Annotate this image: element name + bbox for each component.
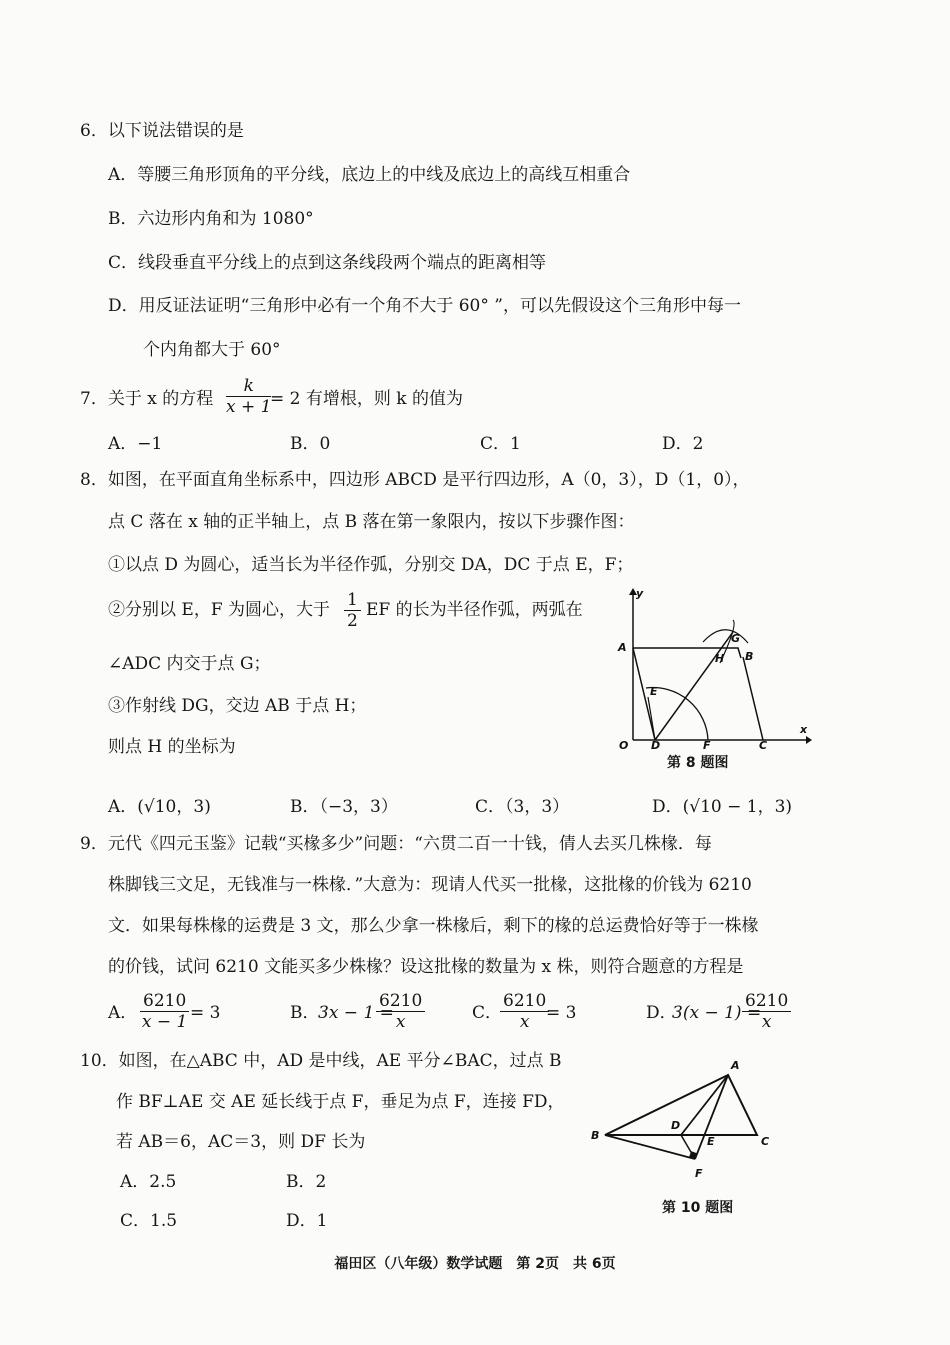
q8-label-D: D (651, 739, 661, 752)
q10-caption: 第 10 题图 (662, 1200, 734, 1216)
q8-step2-post: EF 的长为半径作弧，两弧在 (366, 600, 583, 620)
q9-option-b-label: B． (290, 1003, 320, 1023)
q9-option-b-fraction (376, 991, 425, 1032)
q10-line2: 作 BF⊥AE 交 AE 延长线于点 F，垂足为点 F，连接 FD， (116, 1092, 565, 1112)
q9-option-d-lhs: 3(x − 1) = (672, 1003, 762, 1023)
q10-label-F: F (695, 1167, 703, 1180)
q8-option-d: D．(√10 − 1，3) (652, 797, 793, 817)
q8-step3: ③作射线 DG，交边 AB 于点 H； (108, 696, 367, 716)
q9-c-den: x (519, 1012, 530, 1032)
q8-figure (608, 585, 813, 755)
q9-line2: 株脚钱三文足，无钱准与一株椽．”大意为：现请人代买一批椽，这批椽的价钱为 6210 (108, 875, 752, 895)
q9-a-num: 6210 (140, 991, 189, 1012)
q9-line3: 文．如果每株椽的运费是 3 文，那么少拿一株椽后，剩下的椽的总运费恰好等于一株椽 (108, 916, 759, 936)
q8-label-C: C (759, 739, 768, 752)
q7-option-a: A．−1 (108, 434, 163, 454)
q10-option-d: D．1 (286, 1211, 328, 1231)
q9-line4: 的价钱，试问 6210 文能买多少株椽？设这批椽的数量为 x 株，则符合题意的方程是 (108, 957, 744, 977)
q10-figure (585, 1055, 785, 1185)
q8-option-b: B．（−3，3） (290, 797, 398, 817)
q10-option-c: C．1.5 (120, 1211, 178, 1231)
q9-option-a-fraction (140, 991, 189, 1032)
q8-label-A: A (618, 641, 627, 654)
q9-line1: 9．元代《四元玉鉴》记载“买椽多少”问题：“六贯二百一十钱，倩人去买几株椽．每 (80, 834, 712, 854)
q8-option-a: A．(√10，3) (108, 797, 211, 817)
q9-d-num: 6210 (742, 991, 791, 1012)
q10-label-D: D (671, 1119, 681, 1132)
q9-option-c-rhs: = 3 (546, 1003, 577, 1023)
q6-stem: 6．以下说法错误的是 (80, 121, 244, 141)
q9-option-d-label: D． (646, 1003, 677, 1023)
q10-option-a: A．2.5 (120, 1172, 177, 1192)
q6-option-b: B．六边形内角和为 1080° (108, 209, 314, 229)
q8-label-O: O (619, 739, 629, 752)
q10-label-E: E (707, 1135, 715, 1148)
q8-label-y: y (636, 587, 644, 600)
q8-label-B: B (745, 650, 754, 663)
q7-option-d: D．2 (662, 434, 704, 454)
q9-c-num: 6210 (500, 991, 549, 1012)
q7-fraction-num: k (226, 376, 271, 397)
page-footer: 福田区（八年级）数学试题 第 2页 共 6页 (334, 1256, 616, 1272)
q8-ask: 则点 H 的坐标为 (108, 737, 236, 757)
q8-option-c: C．（3，3） (475, 797, 570, 817)
q8-caption: 第 8 题图 (667, 755, 729, 771)
q7-option-c: C．1 (480, 434, 521, 454)
q8-step2: ②分别以 E，F 为圆心，大于 (108, 600, 331, 620)
q7-option-b: B．0 (290, 434, 331, 454)
q9-option-c-fraction (500, 991, 549, 1032)
q8-label-F: F (703, 739, 711, 752)
q6-option-c: C．线段垂直平分线上的点到这条线段两个端点的距离相等 (108, 253, 547, 273)
q8-half-fraction (344, 590, 361, 631)
q10-line1: 10．如图，在△ABC 中，AD 是中线，AE 平分∠BAC，过点 B (80, 1051, 562, 1071)
q7-stem-post: = 2 有增根，则 k 的值为 (270, 389, 463, 409)
q8-step2-line2: ∠ADC 内交于点 G； (108, 654, 271, 674)
q9-a-den: x − 1 (141, 1012, 188, 1032)
q9-option-b-lhs: 3x − 1 = (318, 1003, 394, 1023)
q9-b-num: 6210 (376, 991, 425, 1012)
q7-fraction-den: x + 1 (226, 397, 272, 417)
q8-line2: 点 C 落在 x 轴的正半轴上，点 B 落在第一象限内，按以下步骤作图： (108, 512, 635, 532)
q8-label-x: x (800, 723, 808, 736)
q8-label-G: G (731, 632, 741, 645)
q8-half-den: 2 (347, 611, 358, 631)
q7-fraction (226, 376, 271, 417)
q9-d-den: x (761, 1012, 772, 1032)
q9-option-a-rhs: = 3 (190, 1003, 221, 1023)
q10-option-b: B．2 (286, 1172, 327, 1192)
q9-b-den: x (395, 1012, 406, 1032)
q8-half-num: 1 (344, 590, 361, 611)
q9-option-c-label: C． (472, 1003, 503, 1023)
q8-line1: 8．如图，在平面直角坐标系中，四边形 ABCD 是平行四边形，A（0，3），D（1，0）， (80, 470, 750, 490)
q6-option-d: D．用反证法证明“三角形中必有一个角不大于 60° ”，可以先假设这个三角形中每一 (108, 296, 741, 316)
q10-line3: 若 AB＝6，AC＝3，则 DF 长为 (116, 1132, 366, 1152)
q8-label-H: H (715, 652, 725, 665)
q9-option-d-fraction (742, 991, 791, 1032)
q6-option-d-cont: 个内角都大于 60° (143, 340, 281, 360)
q10-label-A: A (731, 1059, 740, 1072)
q10-label-B: B (591, 1129, 600, 1142)
q9-option-a-label: A． (108, 1003, 138, 1023)
q10-label-C: C (761, 1135, 770, 1148)
q8-label-E: E (650, 685, 658, 698)
q6-option-a: A．等腰三角形顶角的平分线，底边上的中线及底边上的高线互相重合 (108, 165, 631, 185)
q8-step1: ①以点 D 为圆心，适当长为半径作弧，分别交 DA，DC 于点 E，F； (108, 555, 634, 575)
q7-stem: 7．关于 x 的方程 (80, 389, 214, 409)
